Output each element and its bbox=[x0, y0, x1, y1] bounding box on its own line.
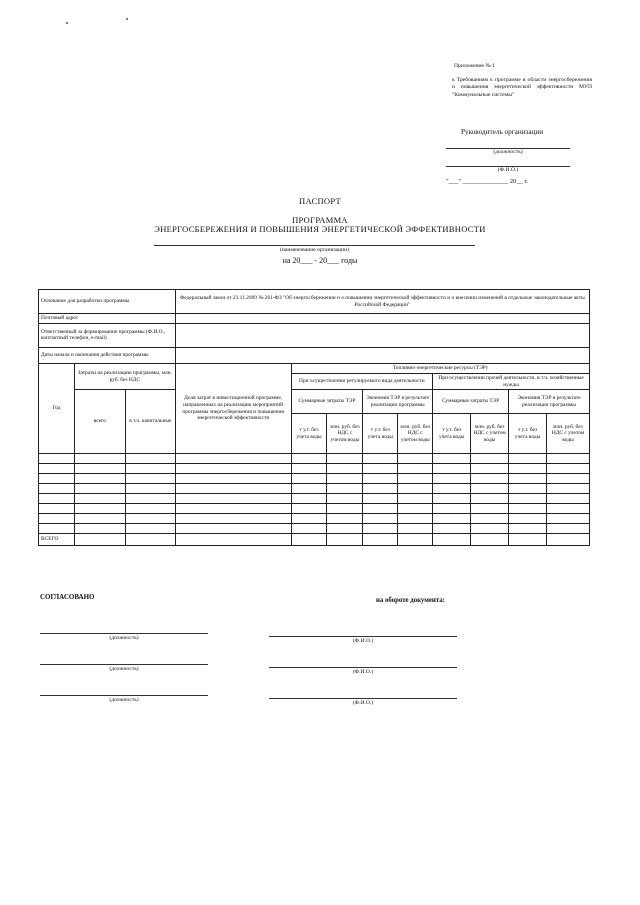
table-row bbox=[39, 347, 590, 363]
table-row bbox=[39, 494, 590, 504]
organization-caption: (наименование организации) bbox=[280, 247, 349, 253]
unit-tut: т у.т. без учета воды bbox=[363, 414, 398, 454]
basis-label: Основание для разработки программы bbox=[39, 290, 176, 314]
unit-mln: млн. руб. без НДС с учетом воды bbox=[327, 414, 363, 454]
responsible-value bbox=[175, 323, 589, 347]
fer-header: Топливно-энергетические ресурсы (ТЭР) bbox=[291, 363, 590, 373]
appendix-text: к Требованиям к программе в области энергосбережения и повышения энергетической эффективности МУП "Коммунальные системы" bbox=[452, 76, 592, 98]
year-header: Год bbox=[39, 363, 75, 454]
total-costs-col: всего bbox=[74, 390, 125, 454]
scan-speck bbox=[66, 22, 68, 24]
organization-line bbox=[154, 245, 475, 246]
table-row bbox=[39, 314, 590, 324]
passport-title: ПАСПОРТ bbox=[299, 196, 341, 206]
table-row bbox=[39, 474, 590, 484]
basis-value: Федеральный закон от 23.11.2009 № 261-ФЗ "Об энергосбережении и о повышении энергетической эффективности и о внесении изменений в отдельные законодательные акты Российской Федерации" bbox=[175, 290, 589, 314]
address-label: Почтовый адрес bbox=[39, 314, 176, 324]
name-caption: (Ф.И.О.) bbox=[352, 700, 374, 706]
responsible-label: Ответственный за формирование программы (Ф.И.О., контактный телефон, e-mail) bbox=[39, 323, 176, 347]
appendix-number: Приложение № 1 bbox=[454, 63, 495, 69]
costs-header: Затраты на реализацию программы, млн. руб. без НДС bbox=[74, 363, 175, 390]
signature-line-position bbox=[40, 664, 208, 665]
name-caption: (Ф.И.О.) bbox=[352, 638, 374, 644]
scan-speck bbox=[126, 18, 128, 20]
unit-mln: млн. руб. без НДС с учетом воды bbox=[471, 414, 509, 454]
name-caption: (Ф.И.О.) bbox=[352, 669, 374, 675]
appendix-reference bbox=[452, 63, 592, 99]
program-title: ПРОГРАММА bbox=[292, 215, 348, 225]
unit-tut: т у.т. без учета воды bbox=[509, 414, 547, 454]
signature-line-position bbox=[40, 695, 208, 696]
address-value bbox=[175, 314, 589, 324]
dates-label: Даты начала и окончания действия программы bbox=[39, 347, 176, 363]
regulated-header: При осуществлении регулируемого вида деятельности bbox=[291, 373, 433, 390]
dates-value bbox=[175, 347, 589, 363]
agreed-label: СОГЛАСОВАНО bbox=[40, 593, 95, 601]
unit-mln: млн. руб. без НДС с учетом воды bbox=[547, 414, 590, 454]
table-header-row bbox=[39, 363, 590, 373]
approval-date: "___" ______________ 20__ г. bbox=[446, 178, 528, 185]
position-caption: (должность) bbox=[493, 149, 523, 155]
unit-mln: млн. руб. без НДС с учетом воды bbox=[398, 414, 433, 454]
table-row bbox=[39, 514, 590, 524]
other-savings: Экономия ТЭР в результате реализации программы bbox=[509, 390, 590, 414]
signature-line-position bbox=[40, 633, 208, 634]
total-row-label: ВСЕГО bbox=[39, 534, 75, 546]
table-row bbox=[39, 464, 590, 474]
other-sum-costs: Суммарные затраты ТЭР bbox=[433, 390, 509, 414]
program-subtitle: ЭНЕРГОСБЕРЕЖЕНИЯ И ПОВЫШЕНИЯ ЭНЕРГЕТИЧЕСКОЙ ЭФФЕКТИВНОСТИ bbox=[154, 224, 486, 235]
table-header-row bbox=[39, 390, 590, 414]
regulated-sum-costs: Суммарные затраты ТЭР bbox=[291, 390, 363, 414]
head-title: Руководитель организации bbox=[461, 128, 544, 136]
table-row bbox=[39, 524, 590, 534]
name-caption: (Ф.И.О.) bbox=[497, 167, 519, 173]
program-years: на 20___ - 20___ годы bbox=[282, 256, 358, 265]
table-row bbox=[39, 454, 590, 464]
position-caption: (должность) bbox=[109, 635, 139, 641]
passport-table bbox=[38, 289, 590, 546]
program-title-block bbox=[0, 216, 640, 235]
table-row bbox=[39, 290, 590, 314]
signature-line-name bbox=[269, 698, 457, 699]
on-back-label: на обороте документа: bbox=[376, 597, 445, 604]
table-row bbox=[39, 484, 590, 494]
position-caption: (должность) bbox=[109, 697, 139, 703]
unit-tut: т у.т. без учета воды bbox=[291, 414, 327, 454]
total-row bbox=[39, 534, 590, 546]
table-row bbox=[39, 504, 590, 514]
signature-line-name bbox=[269, 636, 457, 637]
share-header: Доля затрат в инвестиционной программе, направленных на реализацию мероприятий программы энергосбережения и повышения энергетической эффективности bbox=[175, 363, 291, 454]
table-row bbox=[39, 323, 590, 347]
position-caption: (должность) bbox=[109, 666, 139, 672]
capital-costs-col: в т.ч. капитальные bbox=[125, 390, 175, 454]
regulated-savings: Экономия ТЭР в результате реализации программы bbox=[363, 390, 433, 414]
signature-line-name bbox=[269, 667, 457, 668]
other-header: При осуществлении прочей деятельности, в т.ч. хозяйственные нужды bbox=[433, 373, 590, 390]
unit-tut: т у.т. без учета воды bbox=[433, 414, 471, 454]
